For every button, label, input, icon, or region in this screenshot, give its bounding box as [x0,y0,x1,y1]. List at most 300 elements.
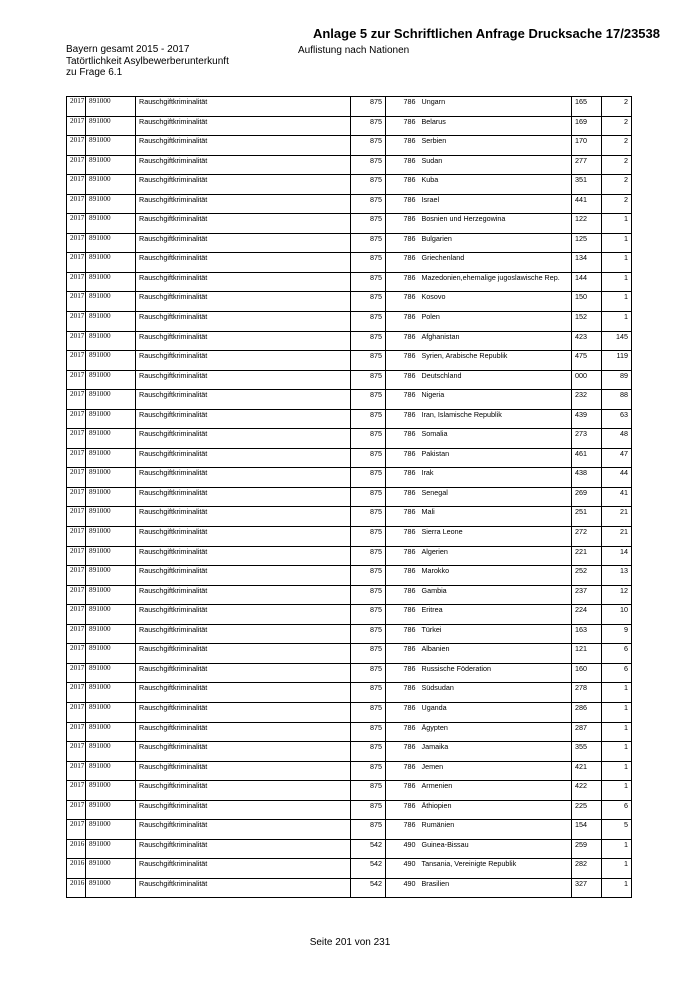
nation-count-cell: 41 [602,487,632,507]
nation-count-cell: 1 [602,839,632,859]
table-row [67,683,632,703]
suspect-count-cell: 786 [386,116,419,136]
year-cell: 2017 [67,566,86,586]
table-row [67,585,632,605]
offense-label-cell: Rauschgiftkriminalität [136,527,351,547]
table-row [67,722,632,742]
nation-cell: Kuba [419,175,572,195]
suspect-count-cell: 786 [386,507,419,527]
case-count-cell: 875 [351,605,386,625]
offense-code-cell: 891000 [86,761,136,781]
nation-code-cell: 277 [572,155,602,175]
nation-count-cell: 44 [602,468,632,488]
nation-code-cell: 150 [572,292,602,312]
nation-code-cell: 170 [572,136,602,156]
case-count-cell: 875 [351,487,386,507]
suspect-count-cell: 786 [386,605,419,625]
nation-cell: Afghanistan [419,331,572,351]
nation-count-cell: 2 [602,136,632,156]
nation-code-cell: 154 [572,820,602,840]
year-cell: 2017 [67,175,86,195]
nation-count-cell: 1 [602,742,632,762]
suspect-count-cell: 786 [386,253,419,273]
nation-code-cell: 269 [572,487,602,507]
year-cell: 2017 [67,527,86,547]
table-row [67,136,632,156]
year-cell: 2017 [67,507,86,527]
suspect-count-cell: 786 [386,390,419,410]
table-row [67,820,632,840]
table-row [67,781,632,801]
nation-cell: Rumänien [419,820,572,840]
offense-label-cell: Rauschgiftkriminalität [136,878,351,898]
nation-cell: Bosnien und Herzegowina [419,214,572,234]
nation-code-cell: 355 [572,742,602,762]
offense-code-cell: 891000 [86,390,136,410]
nation-count-cell: 6 [602,800,632,820]
case-count-cell: 875 [351,312,386,332]
year-cell: 2017 [67,97,86,117]
nation-count-cell: 14 [602,546,632,566]
nation-code-cell: 441 [572,194,602,214]
case-count-cell: 542 [351,839,386,859]
nation-count-cell: 63 [602,409,632,429]
nation-count-cell: 47 [602,448,632,468]
nation-cell: Russische Föderation [419,663,572,683]
offense-label-cell: Rauschgiftkriminalität [136,781,351,801]
page-number: Seite 201 von 231 [309,937,391,948]
nation-code-cell: 421 [572,761,602,781]
table-row [67,351,632,371]
offense-label-cell: Rauschgiftkriminalität [136,390,351,410]
nation-cell: Serbien [419,136,572,156]
nation-cell: Senegal [419,487,572,507]
nation-code-cell: 237 [572,585,602,605]
case-count-cell: 875 [351,351,386,371]
nation-cell: Pakistan [419,448,572,468]
offense-label-cell: Rauschgiftkriminalität [136,585,351,605]
nation-count-cell: 9 [602,624,632,644]
suspect-count-cell: 786 [386,566,419,586]
case-count-cell: 875 [351,97,386,117]
case-count-cell: 542 [351,859,386,879]
table-row [67,312,632,332]
year-cell: 2017 [67,390,86,410]
offense-label-cell: Rauschgiftkriminalität [136,116,351,136]
nation-code-cell: 438 [572,468,602,488]
table-row [67,97,632,117]
table-row [67,839,632,859]
suspect-count-cell: 786 [386,722,419,742]
case-count-cell: 875 [351,175,386,195]
nation-cell: Belarus [419,116,572,136]
nation-count-cell: 1 [602,702,632,722]
offense-label-cell: Rauschgiftkriminalität [136,370,351,390]
year-cell: 2017 [67,683,86,703]
offense-code-cell: 891000 [86,878,136,898]
nation-cell: Südsudan [419,683,572,703]
nation-cell: Ungarn [419,97,572,117]
offense-label-cell: Rauschgiftkriminalität [136,214,351,234]
suspect-count-cell: 786 [386,351,419,371]
offense-label-cell: Rauschgiftkriminalität [136,468,351,488]
tatort-label: Tatörtlichkeit Asylbewerberunterkunft [66,55,229,67]
nation-code-cell: 232 [572,390,602,410]
offense-label-cell: Rauschgiftkriminalität [136,136,351,156]
offense-code-cell: 891000 [86,429,136,449]
nation-cell: Irak [419,468,572,488]
nation-cell: Armenien [419,781,572,801]
offense-label-cell: Rauschgiftkriminalität [136,448,351,468]
table-row [67,253,632,273]
offense-label-cell: Rauschgiftkriminalität [136,233,351,253]
table-row [67,390,632,410]
list-subtitle: Auflistung nach Nationen [298,45,410,56]
offense-code-cell: 891000 [86,175,136,195]
table-row [67,214,632,234]
nation-cell: Iran, Islamische Republik [419,409,572,429]
offense-label-cell: Rauschgiftkriminalität [136,683,351,703]
table-row [67,507,632,527]
case-count-cell: 875 [351,702,386,722]
suspect-count-cell: 786 [386,429,419,449]
nation-count-cell: 1 [602,781,632,801]
nation-cell: Jemen [419,761,572,781]
nation-count-cell: 2 [602,175,632,195]
nation-count-cell: 1 [602,214,632,234]
suspect-count-cell: 786 [386,155,419,175]
offense-code-cell: 891000 [86,312,136,332]
year-cell: 2017 [67,722,86,742]
nation-code-cell: 122 [572,214,602,234]
offense-code-cell: 891000 [86,351,136,371]
offense-code-cell: 891000 [86,566,136,586]
year-cell: 2017 [67,116,86,136]
year-cell: 2016 [67,839,86,859]
suspect-count-cell: 786 [386,702,419,722]
nation-code-cell: 221 [572,546,602,566]
nation-count-cell: 88 [602,390,632,410]
offense-code-cell: 891000 [86,742,136,762]
nation-count-cell: 1 [602,233,632,253]
nation-count-cell: 10 [602,605,632,625]
nation-code-cell: 169 [572,116,602,136]
year-cell: 2017 [67,194,86,214]
suspect-count-cell: 786 [386,800,419,820]
nation-count-cell: 5 [602,820,632,840]
offense-label-cell: Rauschgiftkriminalität [136,859,351,879]
suspect-count-cell: 786 [386,272,419,292]
suspect-count-cell: 786 [386,292,419,312]
case-count-cell: 542 [351,878,386,898]
nation-code-cell: 286 [572,702,602,722]
region-label: Bayern gesamt 2015 - 2017 [66,44,190,55]
nation-count-cell: 1 [602,859,632,879]
suspect-count-cell: 490 [386,878,419,898]
year-cell: 2017 [67,370,86,390]
nation-cell: Tansania, Vereinigte Republik [419,859,572,879]
nation-cell: Guinea-Bissau [419,839,572,859]
suspect-count-cell: 786 [386,331,419,351]
case-count-cell: 875 [351,370,386,390]
year-cell: 2017 [67,605,86,625]
nation-count-cell: 119 [602,351,632,371]
offense-label-cell: Rauschgiftkriminalität [136,272,351,292]
nation-code-cell: 252 [572,566,602,586]
nation-cell: Ägypten [419,722,572,742]
nation-code-cell: 278 [572,683,602,703]
suspect-count-cell: 786 [386,546,419,566]
case-count-cell: 875 [351,468,386,488]
table-row [67,644,632,664]
case-count-cell: 875 [351,292,386,312]
suspect-count-cell: 786 [386,585,419,605]
offense-label-cell: Rauschgiftkriminalität [136,487,351,507]
offense-code-cell: 891000 [86,605,136,625]
offense-code-cell: 891000 [86,663,136,683]
table-row [67,331,632,351]
nation-count-cell: 21 [602,507,632,527]
nation-code-cell: 287 [572,722,602,742]
nation-count-cell: 1 [602,878,632,898]
year-cell: 2017 [67,214,86,234]
table-row [67,175,632,195]
offense-label-cell: Rauschgiftkriminalität [136,546,351,566]
table-row [67,448,632,468]
frage-label: zu Frage 6.1 [66,67,123,78]
case-count-cell: 875 [351,155,386,175]
offense-code-cell: 891000 [86,644,136,664]
year-cell: 2017 [67,781,86,801]
nation-count-cell: 1 [602,683,632,703]
nation-code-cell: 272 [572,527,602,547]
case-count-cell: 875 [351,429,386,449]
nation-cell: Mazedonien,ehemalige jugoslawische Rep. [419,272,572,292]
year-cell: 2017 [67,644,86,664]
year-cell: 2017 [67,546,86,566]
table-row [67,429,632,449]
nation-code-cell: 422 [572,781,602,801]
case-count-cell: 875 [351,527,386,547]
header-meta [66,44,229,79]
case-count-cell: 875 [351,546,386,566]
table-row [67,878,632,898]
offense-label-cell: Rauschgiftkriminalität [136,722,351,742]
table-row [67,663,632,683]
suspect-count-cell: 786 [386,194,419,214]
case-count-cell: 875 [351,116,386,136]
year-cell: 2017 [67,136,86,156]
table-row [67,742,632,762]
year-cell: 2017 [67,409,86,429]
case-count-cell: 875 [351,272,386,292]
suspect-count-cell: 786 [386,761,419,781]
nation-code-cell: 225 [572,800,602,820]
offense-label-cell: Rauschgiftkriminalität [136,761,351,781]
offense-label-cell: Rauschgiftkriminalität [136,331,351,351]
table-row [67,155,632,175]
offense-code-cell: 891000 [86,585,136,605]
year-cell: 2017 [67,702,86,722]
table-row [67,292,632,312]
table-row [67,527,632,547]
suspect-count-cell: 786 [386,742,419,762]
offense-code-cell: 891000 [86,292,136,312]
year-cell: 2017 [67,429,86,449]
case-count-cell: 875 [351,585,386,605]
offense-code-cell: 891000 [86,839,136,859]
offense-label-cell: Rauschgiftkriminalität [136,644,351,664]
case-count-cell: 875 [351,507,386,527]
year-cell: 2017 [67,351,86,371]
year-cell: 2017 [67,448,86,468]
suspect-count-cell: 786 [386,644,419,664]
suspect-count-cell: 786 [386,97,419,117]
offense-label-cell: Rauschgiftkriminalität [136,312,351,332]
case-count-cell: 875 [351,742,386,762]
offense-label-cell: Rauschgiftkriminalität [136,97,351,117]
nation-cell: Jamaika [419,742,572,762]
case-count-cell: 875 [351,253,386,273]
offense-code-cell: 891000 [86,253,136,273]
offense-label-cell: Rauschgiftkriminalität [136,351,351,371]
year-cell: 2017 [67,468,86,488]
nation-cell: Somalia [419,429,572,449]
year-cell: 2017 [67,155,86,175]
table-row [67,194,632,214]
offense-code-cell: 891000 [86,683,136,703]
nation-cell: Kosovo [419,292,572,312]
table-row [67,859,632,879]
nation-code-cell: 251 [572,507,602,527]
offense-label-cell: Rauschgiftkriminalität [136,292,351,312]
offense-label-cell: Rauschgiftkriminalität [136,409,351,429]
table-row [67,566,632,586]
year-cell: 2017 [67,292,86,312]
suspect-count-cell: 786 [386,448,419,468]
nation-cell: Mali [419,507,572,527]
nation-cell: Türkei [419,624,572,644]
table-row [67,761,632,781]
case-count-cell: 875 [351,233,386,253]
offense-code-cell: 891000 [86,820,136,840]
nation-cell: Griechenland [419,253,572,273]
nation-code-cell: 327 [572,878,602,898]
nation-cell: Sudan [419,155,572,175]
nation-count-cell: 12 [602,585,632,605]
nation-count-cell: 2 [602,116,632,136]
nation-code-cell: 259 [572,839,602,859]
year-cell: 2017 [67,253,86,273]
offense-code-cell: 891000 [86,624,136,644]
offense-code-cell: 891000 [86,233,136,253]
offense-label-cell: Rauschgiftkriminalität [136,742,351,762]
table-row [67,409,632,429]
case-count-cell: 875 [351,390,386,410]
nation-code-cell: 224 [572,605,602,625]
year-cell: 2017 [67,312,86,332]
offense-code-cell: 891000 [86,370,136,390]
nation-count-cell: 2 [602,194,632,214]
offense-code-cell: 891000 [86,507,136,527]
nation-code-cell: 152 [572,312,602,332]
table-row [67,116,632,136]
year-cell: 2017 [67,585,86,605]
offense-code-cell: 891000 [86,781,136,801]
suspect-count-cell: 786 [386,624,419,644]
nation-count-cell: 13 [602,566,632,586]
offense-label-cell: Rauschgiftkriminalität [136,800,351,820]
nation-cell: Albanien [419,644,572,664]
suspect-count-cell: 786 [386,683,419,703]
offense-label-cell: Rauschgiftkriminalität [136,820,351,840]
offense-code-cell: 891000 [86,155,136,175]
table-row [67,370,632,390]
suspect-count-cell: 786 [386,312,419,332]
table-row [67,233,632,253]
nation-count-cell: 1 [602,761,632,781]
nation-count-cell: 2 [602,97,632,117]
offense-code-cell: 891000 [86,448,136,468]
nation-count-cell: 6 [602,663,632,683]
suspect-count-cell: 786 [386,370,419,390]
year-cell: 2017 [67,820,86,840]
offense-code-cell: 891000 [86,194,136,214]
suspect-count-cell: 786 [386,136,419,156]
case-count-cell: 875 [351,624,386,644]
nation-count-cell: 1 [602,312,632,332]
table-body [67,97,632,898]
case-count-cell: 875 [351,820,386,840]
nation-code-cell: 165 [572,97,602,117]
nation-cell: Nigeria [419,390,572,410]
case-count-cell: 875 [351,683,386,703]
nation-count-cell: 21 [602,527,632,547]
case-count-cell: 875 [351,800,386,820]
nation-code-cell: 351 [572,175,602,195]
offense-code-cell: 891000 [86,214,136,234]
offense-label-cell: Rauschgiftkriminalität [136,702,351,722]
nation-cell: Deutschland [419,370,572,390]
case-count-cell: 875 [351,409,386,429]
suspect-count-cell: 490 [386,859,419,879]
table-row [67,605,632,625]
offense-label-cell: Rauschgiftkriminalität [136,194,351,214]
nation-cell: Marokko [419,566,572,586]
data-table [66,96,632,898]
suspect-count-cell: 786 [386,233,419,253]
table-row [67,624,632,644]
nation-code-cell: 273 [572,429,602,449]
table-row [67,702,632,722]
year-cell: 2017 [67,233,86,253]
offense-label-cell: Rauschgiftkriminalität [136,175,351,195]
case-count-cell: 875 [351,331,386,351]
suspect-count-cell: 786 [386,214,419,234]
case-count-cell: 875 [351,136,386,156]
case-count-cell: 875 [351,448,386,468]
table-row [67,487,632,507]
year-cell: 2017 [67,800,86,820]
nation-count-cell: 1 [602,722,632,742]
case-count-cell: 875 [351,663,386,683]
offense-code-cell: 891000 [86,331,136,351]
offense-label-cell: Rauschgiftkriminalität [136,507,351,527]
offense-label-cell: Rauschgiftkriminalität [136,624,351,644]
nation-count-cell: 145 [602,331,632,351]
year-cell: 2017 [67,624,86,644]
suspect-count-cell: 786 [386,409,419,429]
